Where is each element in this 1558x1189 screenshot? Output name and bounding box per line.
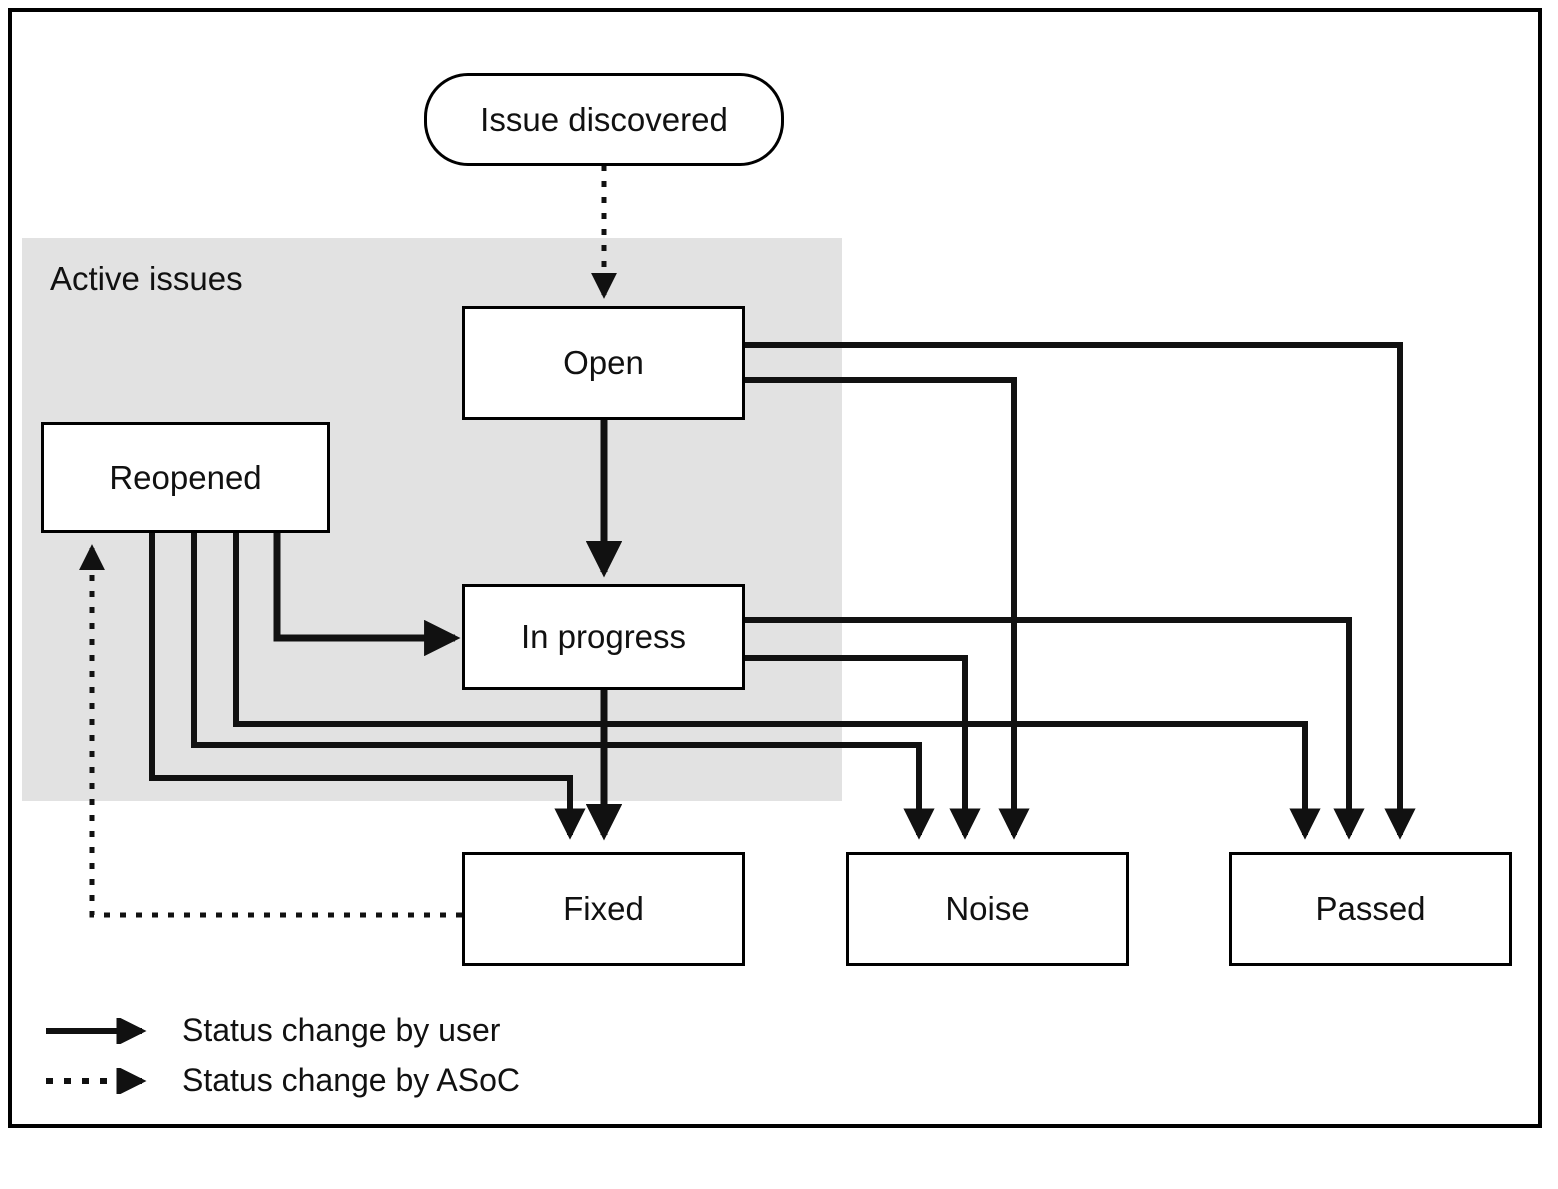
legend-item-user [44,1012,500,1049]
node-in-progress[interactable] [462,584,745,690]
node-label: Issue discovered [480,100,728,138]
node-label: Reopened [109,458,262,496]
node-label: Fixed [563,890,644,927]
legend-dotted-arrow-icon [44,1068,164,1094]
node-fixed[interactable] [462,852,745,966]
node-issue-discovered[interactable] [424,73,784,166]
legend-label-user: Status change by user [182,1012,501,1048]
active-issues-label: Active issues [50,260,243,297]
node-passed[interactable] [1229,852,1512,966]
node-open[interactable] [462,306,745,420]
node-noise[interactable] [846,852,1129,966]
legend-label-asoc: Status change by ASoC [182,1062,520,1098]
legend-item-asoc [44,1062,520,1099]
node-label: In progress [520,618,687,655]
legend-solid-arrow-icon [44,1018,164,1044]
node-label: Passed [1315,890,1426,927]
node-label: Noise [945,890,1030,927]
node-label: Open [563,344,644,381]
node-reopened[interactable] [41,422,330,533]
